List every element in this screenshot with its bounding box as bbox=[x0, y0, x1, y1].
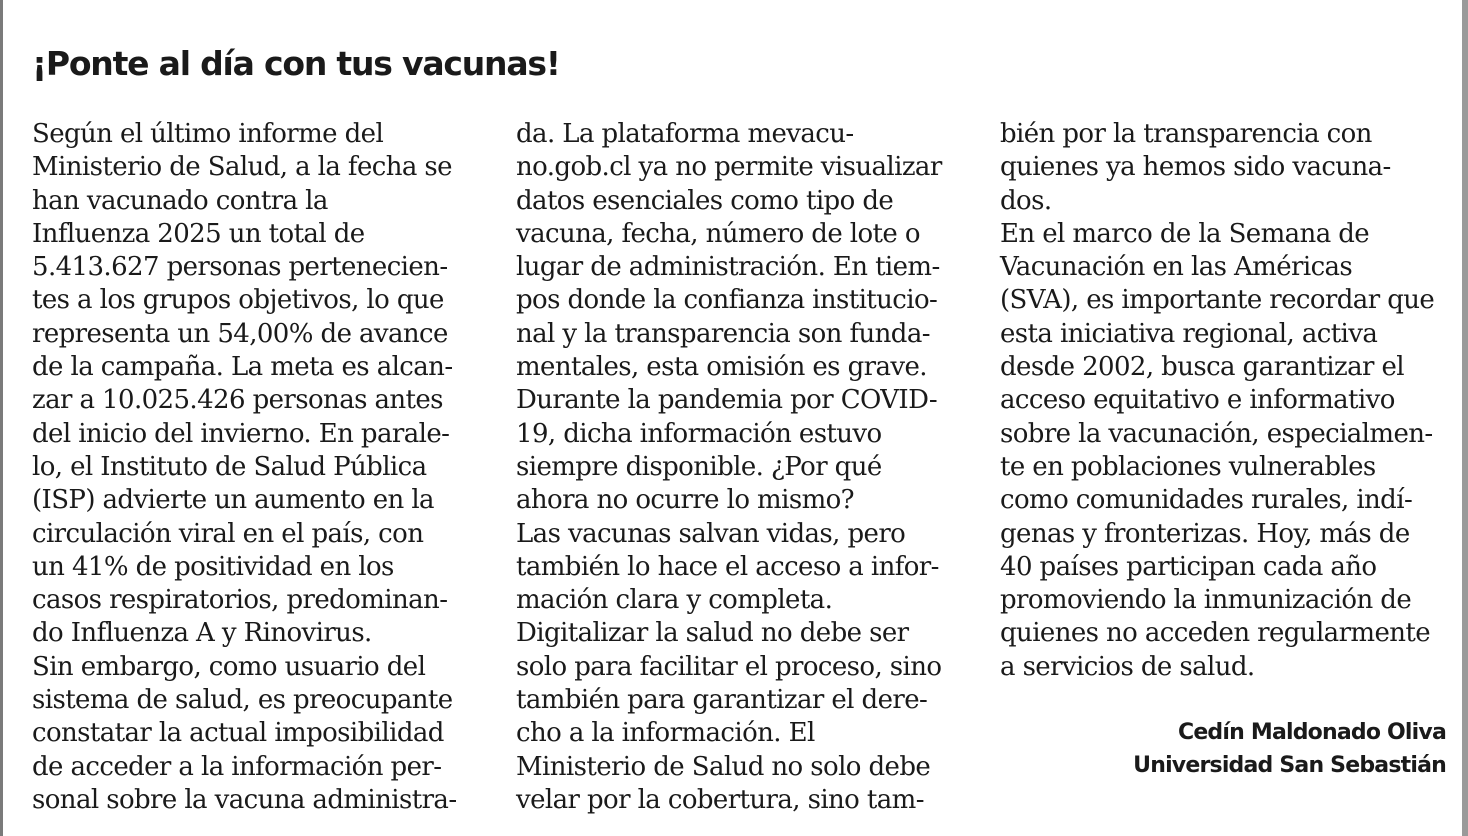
text-line: Vacunación en las Américas bbox=[1000, 252, 1353, 283]
text-line: no.gob.cl ya no permite visualizar bbox=[516, 152, 942, 183]
text-line: a servicios de salud. bbox=[1000, 651, 1255, 682]
text-line: dos. bbox=[1000, 185, 1052, 216]
text-line: (ISP) advierte un aumento en la bbox=[32, 485, 434, 516]
text-line: tes a los grupos objetivos, lo que bbox=[32, 285, 444, 316]
left-border-rule bbox=[0, 0, 3, 836]
text-line: un 41% de positividad en los bbox=[32, 551, 394, 582]
text-line: sistema de salud, es preocupante bbox=[32, 685, 453, 716]
text-line: Ministerio de Salud no solo debe bbox=[516, 751, 931, 782]
text-line: también para garantizar el dere- bbox=[516, 685, 928, 716]
article-column-3 bbox=[1000, 118, 1434, 684]
text-line: circulación viral en el país, con bbox=[32, 518, 424, 549]
text-line: En el marco de la Semana de bbox=[1000, 218, 1370, 249]
text-line: 40 países participan cada año bbox=[1000, 551, 1377, 582]
text-line: bién por la transparencia con bbox=[1000, 119, 1372, 149]
text-line: lugar de administración. En tiem- bbox=[516, 252, 940, 283]
text-line: casos respiratorios, predominan- bbox=[32, 585, 448, 616]
text-line: del inicio del invierno. En parale- bbox=[32, 418, 450, 449]
text-line: mación clara y completa. bbox=[516, 585, 833, 616]
text-line: Sin embargo, como usuario del bbox=[32, 651, 426, 682]
text-line: de la campaña. La meta es alcan- bbox=[32, 352, 453, 383]
text-line: te en poblaciones vulnerables bbox=[1000, 451, 1376, 482]
text-line: Influenza 2025 un total de bbox=[32, 218, 365, 249]
text-line: ahora no ocurre lo mismo? bbox=[516, 485, 855, 516]
text-line: genas y fronterizas. Hoy, más de bbox=[1000, 518, 1410, 549]
text-line: Ministerio de Salud, a la fecha se bbox=[32, 152, 452, 183]
text-line: siempre disponible. ¿Por qué bbox=[516, 451, 882, 482]
article-column-2 bbox=[516, 118, 942, 817]
text-line: Durante la pandemia por COVID- bbox=[516, 385, 938, 416]
right-border-rule bbox=[1462, 0, 1468, 836]
text-line: quienes ya hemos sido vacuna- bbox=[1000, 152, 1391, 183]
text-line: nal y la transparencia son funda- bbox=[516, 318, 930, 349]
text-line: como comunidades rurales, indí- bbox=[1000, 485, 1413, 516]
text-line: también lo hace el acceso a infor- bbox=[516, 551, 939, 582]
text-line: Digitalizar la salud no debe ser bbox=[516, 618, 909, 649]
author-affiliation: Universidad San Sebastián bbox=[1133, 753, 1446, 778]
text-line: cho a la información. El bbox=[516, 718, 815, 749]
text-line: representa un 54,00% de avance bbox=[32, 318, 448, 349]
text-line: do Influenza A y Rinovirus. bbox=[32, 618, 372, 649]
text-line: datos esenciales como tipo de bbox=[516, 185, 894, 216]
text-line: sobre la vacunación, especialmen- bbox=[1000, 418, 1433, 449]
text-line: pos donde la confianza institucio- bbox=[516, 285, 938, 316]
text-line: quienes no acceden regularmente bbox=[1000, 618, 1431, 649]
text-line: (SVA), es importante recordar que bbox=[1000, 285, 1435, 316]
text-line: Las vacunas salvan vidas, pero bbox=[516, 518, 906, 549]
text-line: Según el último informe del bbox=[32, 119, 384, 149]
article-headline: ¡Ponte al día con tus vacunas! bbox=[32, 44, 560, 83]
text-line: vacuna, fecha, número de lote o bbox=[516, 218, 920, 249]
text-line: esta iniciativa regional, activa bbox=[1000, 318, 1378, 349]
author-name: Cedín Maldonado Oliva bbox=[1177, 720, 1446, 745]
text-line: constatar la actual imposibilidad bbox=[32, 718, 444, 749]
text-line: mentales, esta omisión es grave. bbox=[516, 352, 927, 383]
text-line: lo, el Instituto de Salud Pública bbox=[32, 451, 427, 482]
text-line: acceso equitativo e informativo bbox=[1000, 385, 1395, 416]
text-line: promoviendo la inmunización de bbox=[1000, 585, 1412, 616]
text-line: velar por la cobertura, sino tam- bbox=[516, 784, 924, 815]
text-line: 5.413.627 personas pertenecien- bbox=[32, 252, 448, 283]
text-line: desde 2002, busca garantizar el bbox=[1000, 352, 1405, 383]
text-line: zar a 10.025.426 personas antes bbox=[32, 385, 443, 416]
text-line: da. La plataforma mevacu- bbox=[516, 119, 854, 149]
text-line: han vacunado contra la bbox=[32, 185, 328, 216]
text-line: sonal sobre la vacuna administra- bbox=[32, 784, 457, 815]
text-line: de acceder a la información per- bbox=[32, 751, 442, 782]
article-column-1 bbox=[32, 118, 457, 817]
author-signature bbox=[1133, 716, 1446, 782]
text-line: solo para facilitar el proceso, sino bbox=[516, 651, 942, 682]
text-line: 19, dicha información estuvo bbox=[516, 418, 882, 449]
